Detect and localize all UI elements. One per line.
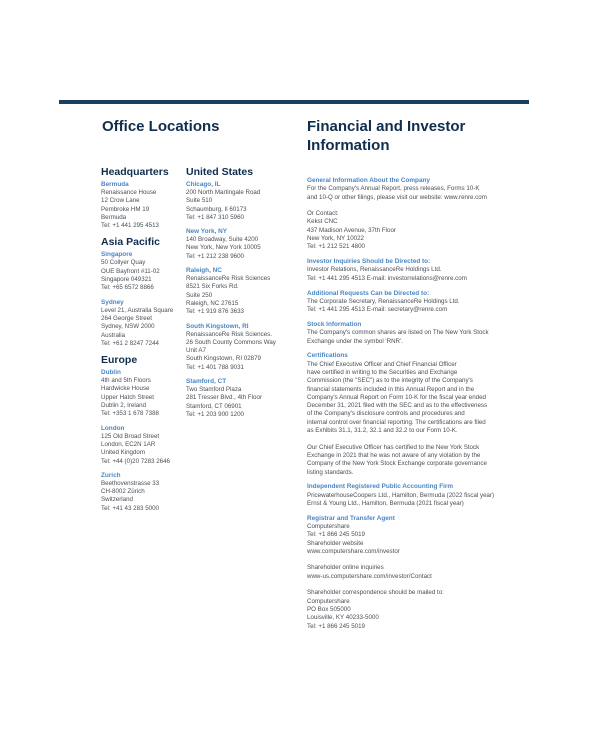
address-line: 125 Old Broad Street [101, 432, 160, 440]
certifications-section [307, 352, 507, 476]
text-line: Exchange under the symbol 'RNR'. [307, 337, 403, 345]
additional-requests-section [307, 290, 507, 315]
text-line: The Corporate Secretary, RenaissanceRe Holdings Ltd. [307, 297, 460, 305]
text-line: of the Company's disclosure controls and procedures and [307, 410, 465, 418]
europe-heading: Europe [101, 354, 138, 367]
phone-line: Tel: +1 212 521 4800 [307, 243, 365, 251]
asia-pacific-heading: Asia Pacific [101, 236, 160, 249]
text-line: Commission (the "SEC") as to the integrity of the Company's [307, 377, 473, 385]
office-city: Zurich [101, 471, 121, 479]
office-city: Stamford, CT [186, 378, 227, 386]
phone-line: Tel: +1 203 900 1200 [186, 410, 244, 418]
office-dublin [101, 369, 183, 418]
address-line: London, EC2N 1AR [101, 440, 156, 448]
address-line: 4th and 5th Floors [101, 377, 151, 385]
phone-line: Tel: +65 6572 8866 [101, 284, 154, 292]
website-link[interactable]: www-us.computershare.com/investor/Contact [307, 572, 432, 580]
phone-line: Tel: +1 847 310 5960 [186, 213, 244, 221]
address-line: RenaissanceRe Risk Sciences [186, 275, 271, 283]
address-line: Schaumburg, Il 60173 [186, 205, 247, 213]
office-city: South Kingstown, RI [186, 322, 249, 330]
office-chicago [186, 181, 296, 222]
text-line: financial statements included in this Annual Report and in the [307, 385, 475, 393]
text-line: Tel: +1 441 295 4513 E-mail: investorrelations@renre.com [307, 274, 467, 282]
text-line: listing standards. [307, 468, 354, 476]
text-line: Louisville, KY 40233-5000 [307, 614, 379, 622]
text-line: Tel: +1 441 295 4513 E-mail: secretary@renre.com [307, 306, 448, 314]
text-line: PricewaterhouseCoopers Ltd., Hamilton, Bermuda (2022 fiscal year) [307, 491, 495, 499]
address-line: RenaissanceRe Risk Sciences. [186, 330, 272, 338]
address-line: Hardwicke House [101, 385, 150, 393]
address-line: 8521 Six Forks Rd. [186, 283, 239, 291]
office-sydney [101, 299, 183, 348]
office-city: Dublin [101, 369, 121, 377]
address-line: Upper Hatch Street [101, 393, 154, 401]
address-line: Stamford, CT 06901 [186, 402, 242, 410]
address-line: 264 George Street [101, 314, 152, 322]
office-city: Singapore [101, 251, 133, 259]
phone-line: Tel: +1 919 876 3633 [186, 308, 244, 316]
address-line: United Kingdom [101, 449, 146, 457]
address-line: Beethovenstrasse 33 [101, 479, 160, 487]
website-link[interactable]: www.computershare.com/investor [307, 547, 400, 555]
address-line: Australia [101, 331, 126, 339]
text-line: New York, NY 10022 [307, 235, 364, 243]
section-heading: General Information About the Company [307, 177, 430, 184]
accounting-firm-section [307, 483, 507, 508]
office-city: Sydney [101, 298, 124, 306]
address-line: Unit A7 [186, 347, 206, 355]
office-south-kingstown [186, 323, 296, 372]
address-line: Bermuda [101, 213, 127, 221]
phone-line: Tel: +41 43 283 5000 [101, 504, 159, 512]
text-line: Investor Relations, RenaissanceRe Holdings Ltd. [307, 266, 442, 274]
address-line: Suite 510 [186, 197, 213, 205]
text-line: and 10-Q or other filings, please visit our website: www.renre.com [307, 193, 487, 201]
office-locations-title: Office Locations [102, 118, 220, 135]
text-line: Exchange in 2021 that he was not aware of any violation by the [307, 451, 481, 459]
section-heading: Stock Information [307, 320, 362, 328]
address-line: Level 21, Australia Square [101, 306, 174, 314]
office-bermuda [101, 181, 183, 230]
address-line: South Kingstown, RI 02879 [186, 355, 261, 363]
section-heading: Registrar and Transfer Agent [307, 514, 395, 522]
office-raleigh [186, 267, 296, 316]
phone-line: Tel: +1 441 295 4513 [101, 222, 159, 230]
section-heading: Investor Inquiries Should be Directed to: [307, 258, 431, 266]
address-line: CH-8002 Zürich [101, 488, 145, 496]
office-column-us [186, 166, 296, 425]
financial-info-title: Financial and Investor Information [307, 118, 466, 154]
phone-line: Tel: +1 866 245 5019 [307, 622, 365, 630]
address-line: Renaissance House [101, 189, 157, 196]
address-line: OUE Bayfront #11-02 [101, 267, 160, 275]
phone-line: Tel: +353 1 678 7388 [101, 410, 159, 418]
office-column-international [101, 166, 183, 519]
united-states-heading: United States [186, 166, 254, 178]
office-city: New York, NY [186, 228, 227, 236]
text-line: internal control over financial reporting. The certifications are filed [307, 418, 486, 426]
text-line: as Exhibits 31.1, 31.2, 32.1 and 32.2 to our Form 10-K. [307, 427, 458, 435]
address-line: New York, New York 10005 [186, 244, 261, 252]
office-london [101, 425, 183, 466]
text-line: PO Box 505000 [307, 605, 351, 613]
text-line: Or Contact: [307, 210, 339, 218]
phone-line: Tel: +61 2 8247 7244 [101, 339, 159, 347]
text-line: Ernst & Young Ltd., Hamilton, Bermuda (2021 fiscal year) [307, 499, 464, 507]
address-line: Raleigh, NC 27615 [186, 299, 239, 307]
address-line: 50 Collyer Quay [101, 259, 146, 267]
address-line: Switzerland [101, 496, 133, 504]
address-line: 26 South County Commons Way [186, 338, 276, 346]
stock-information-section [307, 321, 507, 346]
text-line: Company of the New York Stock Exchange corporate governance [307, 460, 487, 468]
text-line: Shareholder online inquiries [307, 564, 384, 572]
address-line: 140 Broadway, Suite 4200 [186, 236, 259, 244]
phone-line: Tel: +1 212 238 9600 [186, 252, 244, 260]
text-line: Shareholder correspondence should be mailed to: [307, 589, 444, 597]
general-info-section [307, 177, 507, 252]
text-line: Our Chief Executive Officer has certified to the New York Stock [307, 443, 480, 451]
office-city: Bermuda [101, 181, 129, 188]
section-heading: Independent Registered Public Accounting Firm [307, 483, 454, 491]
address-line: Dublin 2, Ireland [101, 402, 147, 410]
address-line: Sydney, NSW 2000 [101, 323, 155, 331]
address-line: 12 Crow Lane [101, 197, 140, 205]
address-line: 281 Tresser Blvd., 4th Floor [186, 394, 263, 402]
headquarters-heading: Headquarters [101, 166, 169, 178]
office-singapore [101, 251, 183, 292]
text-line: Computershare [307, 522, 350, 530]
text-line: have certified in writing to the Securities and Exchange [307, 368, 458, 376]
phone-line: Tel: +1 866 245 5019 [307, 531, 365, 539]
phone-line: Tel: +1 401 788 9031 [186, 363, 244, 371]
phone-line: Tel: +44 (0)20 7283 2646 [101, 457, 170, 465]
text-line: December 31, 2021 filed with the SEC and as to the effectiveness [307, 402, 488, 410]
office-new-york [186, 228, 296, 261]
office-city: London [101, 424, 125, 432]
text-line: Shareholder website [307, 539, 364, 547]
text-line: The Chief Executive Officer and Chief Financial Officer [307, 360, 457, 368]
office-city: Chicago, IL [186, 181, 221, 188]
office-city: Raleigh, NC [186, 267, 222, 275]
section-heading: Certifications [307, 352, 348, 360]
address-line: Two Stamford Plaza [186, 386, 242, 394]
text-line: Company's Annual Report on Form 10-K for the fiscal year ended [307, 393, 486, 401]
section-heading: Additional Requests Can be Directed to: [307, 289, 430, 297]
address-line: Suite 250 [186, 291, 213, 299]
top-rule [59, 100, 529, 104]
text-line: Kekst CNC [307, 218, 338, 226]
office-stamford [186, 378, 296, 419]
address-line: Pembroke HM 19 [101, 205, 150, 213]
office-zurich [101, 472, 183, 513]
investor-inquiries-section [307, 258, 507, 283]
registrar-section [307, 515, 507, 631]
text-line: The Company's common shares are listed on The New York Stock [307, 329, 489, 337]
text-line: Computershare [307, 597, 350, 605]
address-line: Singapore 049321 [101, 276, 152, 284]
address-line: 200 North Martingale Road [186, 189, 261, 196]
text-line: For the Company's Annual Report, press releases, Forms 10-K [307, 185, 480, 193]
text-line: 437 Madison Avenue, 37th Floor [307, 226, 396, 234]
financial-info-column [307, 177, 507, 637]
